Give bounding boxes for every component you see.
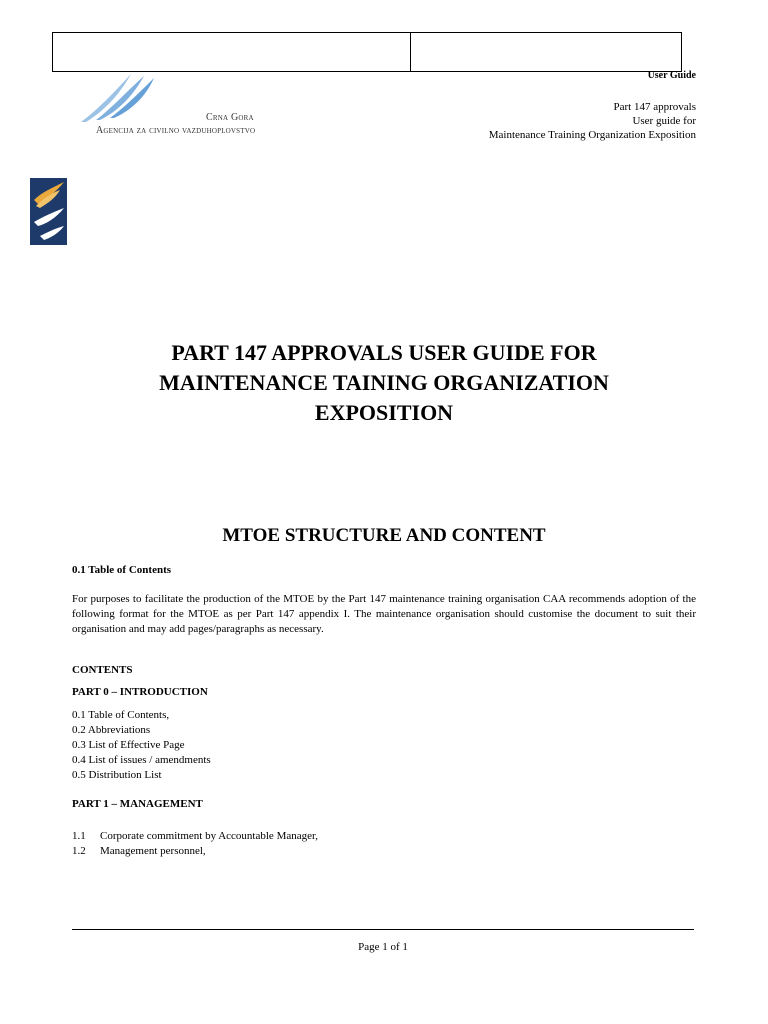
list-item-number: 1.2 [72,845,86,857]
list-item-text: Management personnel, [100,845,206,857]
header-line-1: Part 147 approvals [613,101,696,113]
contents-heading: CONTENTS [72,664,133,676]
eu-badge-icon [30,178,67,245]
header-guide-label: User Guide [647,70,696,81]
list-item: 0.4 List of issues / amendments [72,754,211,766]
part1-heading: PART 1 – MANAGEMENT [72,798,203,810]
toc-heading: 0.1 Table of Contents [72,564,172,576]
list-item: 0.5 Distribution List [72,769,162,781]
title-line-3: EXPOSITION [314,400,454,425]
agency-logo-text [96,111,255,137]
header-line-3: Maintenance Training Organization Exposition [488,129,696,141]
part0-list [72,708,211,783]
list-item-number: 1.1 [72,830,86,842]
document-title [90,338,678,428]
list-item: 0.2 Abbreviations [72,724,151,736]
list-item: 0.1 Table of Contents, [72,709,170,721]
list-item-text: Corporate commitment by Accountable Manager, [100,830,318,842]
list-item [72,844,318,859]
header-line-2: User guide for [632,115,696,127]
title-line-2: MAINTENANCE TAINING ORGANIZATION [159,370,609,395]
footer-divider [72,929,694,930]
part1-list [72,829,318,859]
intro-paragraph: For purposes to facilitate the production of the MTOE by the Part 147 maintenance training organisation CAA recommends adoption of the following format for the MTOE as per Part 147 appendix I. The maintenance organisation should customise the document to suit their organisation and may add pages/paragraphs as necessary. [72,593,696,635]
list-item [72,829,318,844]
logo-line-2: Agencija za civilno vazduhoplovstvo [96,125,256,136]
page-number: Page 1 of 1 [358,941,408,953]
header-table-divider [410,32,411,72]
part0-heading: PART 0 – INTRODUCTION [72,686,208,698]
title-line-1: PART 147 APPROVALS USER GUIDE FOR [171,340,597,365]
section-title: MTOE STRUCTURE AND CONTENT [222,525,546,546]
list-item: 0.3 List of Effective Page [72,739,185,751]
logo-line-1: Crna Gora [206,112,254,123]
header-table [52,32,682,72]
